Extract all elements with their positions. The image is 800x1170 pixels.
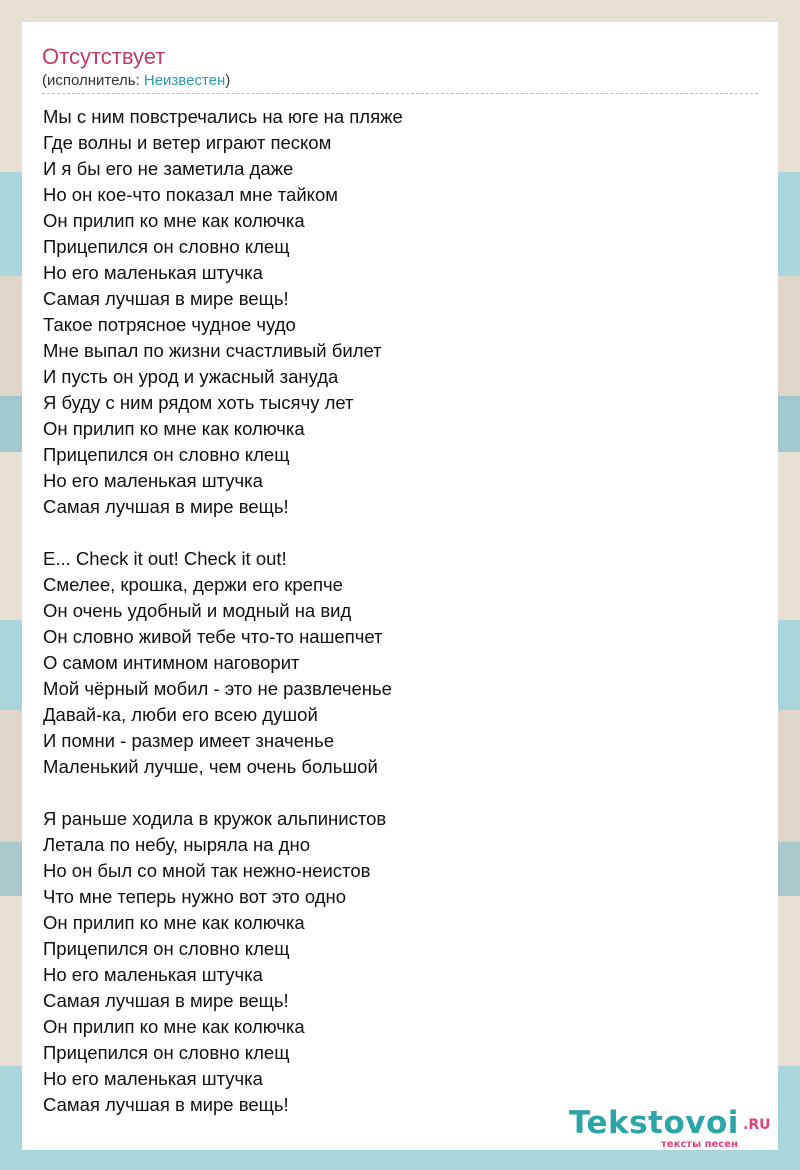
lyric-line: Мне выпал по жизни счастливый билет xyxy=(43,340,382,361)
lyric-line: Мы с ним повстречались на юге на пляже xyxy=(43,106,403,127)
lyric-line: Самая лучшая в мире вещь! xyxy=(43,496,289,517)
logo-subtitle: тексты песен xyxy=(661,1139,738,1150)
artist-link[interactable]: Неизвестен xyxy=(143,72,226,89)
lyric-line: Что мне теперь нужно вот это одно xyxy=(43,886,347,907)
lyric-line: Он прилип ко мне как колючка xyxy=(43,418,305,439)
lyric-line: Мой чёрный мобил - это не развлеченье xyxy=(43,678,392,699)
lyric-line: Самая лучшая в мире вещь! xyxy=(43,990,289,1011)
lyric-line: Я буду с ним рядом хоть тысячу лет xyxy=(43,392,354,413)
lyric-line: Но его маленькая штучка xyxy=(43,1068,263,1089)
tekstovoi-logo xyxy=(569,1105,779,1150)
lyric-line: И помни - размер имеет значенье xyxy=(43,730,335,751)
lyric-line: Он прилип ко мне как колючка xyxy=(43,912,305,933)
lyric-line: Он прилип ко мне как колючка xyxy=(43,210,305,231)
lyric-line: И я бы его не заметила даже xyxy=(43,158,294,179)
song-title: Отсутствует xyxy=(42,44,166,69)
lyric-line: Прицепился он словно клещ xyxy=(43,236,290,257)
lyric-line: Прицепился он словно клещ xyxy=(43,444,290,465)
lyric-line: Маленький лучше, чем очень большой xyxy=(43,756,378,777)
lyric-line: E... Check it out! Check it out! xyxy=(43,548,287,569)
lyric-line: Смелее, крошка, держи его крепче xyxy=(43,574,343,595)
artist-line xyxy=(42,72,230,90)
lyric-line: Но он был со мной так нежно-неистов xyxy=(43,860,371,881)
lyric-line: Он словно живой тебе что-то нашепчет xyxy=(43,626,383,647)
lyric-line: О самом интимном наговорит xyxy=(43,652,300,673)
lyric-line: Прицепился он словно клещ xyxy=(43,938,290,959)
lyrics-card xyxy=(22,22,778,1150)
lyric-line: Где волны и ветер играют песком xyxy=(43,132,332,153)
lyric-line: Такое потрясное чудное чудо xyxy=(43,314,296,335)
lyric-line: Самая лучшая в мире вещь! xyxy=(43,288,289,309)
logo-wordmark: Tekstovoi xyxy=(569,1105,739,1141)
lyric-line: Он очень удобный и модный на вид xyxy=(43,600,352,621)
lyric-line: Я раньше ходила в кружок альпинистов xyxy=(43,808,387,829)
lyrics-text xyxy=(43,104,743,1118)
lyric-line: Но его маленькая штучка xyxy=(43,964,263,985)
lyric-line: Но его маленькая штучка xyxy=(43,470,263,491)
title-divider xyxy=(42,93,758,94)
lyric-line: Прицепился он словно клещ xyxy=(43,1042,290,1063)
artist-prefix: (исполнитель: xyxy=(42,72,144,89)
lyric-line: И пусть он урод и ужасный зануда xyxy=(43,366,339,387)
lyric-line: Летала по небу, ныряла на дно xyxy=(43,834,310,855)
stanza-gap xyxy=(43,780,743,806)
lyric-line: Но он кое-что показал мне тайком xyxy=(43,184,338,205)
lyric-line: Но его маленькая штучка xyxy=(43,262,263,283)
stanza-gap xyxy=(43,520,743,546)
lyric-line: Давай-ка, люби его всею душой xyxy=(43,704,318,725)
lyric-line: Самая лучшая в мире вещь! xyxy=(43,1094,289,1115)
artist-suffix: ) xyxy=(225,72,231,89)
lyric-line: Он прилип ко мне как колючка xyxy=(43,1016,305,1037)
logo-tld: .RU xyxy=(743,1117,771,1133)
